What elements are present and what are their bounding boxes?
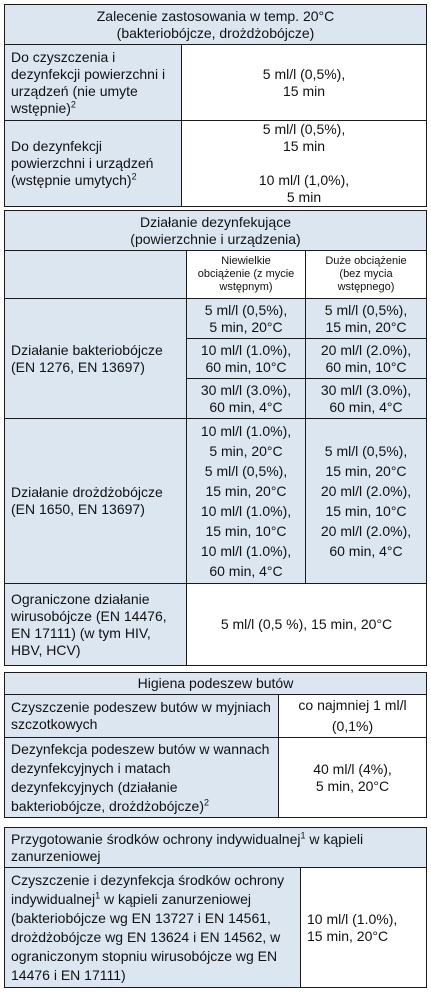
row-label: Czyszczenie i dezynfekcja środków ochrony indywidualnej$^1$ w kąpieli zanurzeniowej (bakteriobójcze wg EN 13727 i EN 14561, drożdżobójcze wg EN 13624 i EN 14562, w ograniczonym stopniu wirusobójcze wg EN 14476 i EN 17111) [5, 868, 301, 988]
bact-low-1: 5 ml/l (0,5%), 5 min, 20°C [187, 299, 306, 339]
column-header-low-load: Niewielkie obciążenie (z mycie wstępnym) [187, 251, 306, 299]
row-label: Czyszczenie podeszew butów w myjniach szczotkowych [5, 695, 279, 738]
yeast-low-load: 10 ml/l (1.0%), 5 min, 20°C 5 ml/l (0,5%), 15 min, 20°C 10 ml/l (1.0%), 15 min, 10°C 10 ml/l (1.0%), 60 min, 4°C [187, 419, 306, 584]
yeast-high-load: 5 ml/l (0,5%), 15 min, 20°C 20 ml/l (2.0%), 15 min, 10°C 20 ml/l (2.0%), 60 min, 4°C [306, 419, 427, 584]
bact-low-3: 30 ml/l (3.0%), 60 min, 4°C [187, 379, 306, 419]
yeasticidal-label: Działanie drożdżobójcze (EN 1650, EN 13697) [5, 419, 187, 584]
table-header [5, 5, 427, 45]
bact-high-3: 30 ml/l (3.0%), 60 min, 4°C [306, 379, 427, 419]
ppe-preparation-table [4, 827, 427, 988]
row-value: 5 ml/l (0,5%), 15 min [182, 45, 427, 121]
row-label: Do dezynfekcji powierzchni i urządzeń (wstępnie umytych)$^2$ [5, 121, 182, 207]
column-header-high-load: Duże obciążenie (bez mycia wstępnego) [306, 251, 427, 299]
row-value: 10 ml/l (1.0%), 15 min, 20°C [301, 868, 427, 988]
header-line: (bakteriobójcze, drożdżobójcze) [116, 24, 315, 41]
row-value: co najmniej 1 ml/l (0,1%) [279, 695, 427, 738]
table-header: Higiena podeszew butów [5, 673, 427, 695]
row-value: 5 ml/l (0,5%), 15 min 10 ml/l (1,0%), 5 min [182, 121, 427, 207]
bact-low-2: 10 ml/l (1.0%), 60 min, 10°C [187, 339, 306, 379]
header-line: Zalecenie zastosowania w temp. 20°C [96, 7, 335, 24]
application-recommendation-table [4, 4, 427, 207]
row-value: 40 ml/l (4%), 5 min, 20°C [279, 738, 427, 818]
virucidal-label: Ograniczone działanie wirusobójcze (EN 14476, EN 17111) (w tym HIV, HBV, HCV) [5, 584, 187, 666]
bact-high-2: 20 ml/l (2.0%), 60 min, 10°C [306, 339, 427, 379]
shoe-sole-hygiene-table [4, 672, 427, 818]
row-label: Do czyszczenia i dezynfekcji powierzchni i urządzeń (nie umyte wstępnie)$^2$ [5, 45, 182, 121]
bactericidal-label: Działanie bakteriobójcze (EN 1276, EN 13697) [5, 299, 187, 419]
table-header: Działanie dezynfekujące (powierzchnie i urządzenia) [5, 211, 427, 251]
table-header: Przygotowanie środków ochrony indywidualnej$^1$ w kąpieli zanurzeniowej [5, 828, 427, 868]
row-label: Dezynfekcja podeszew butów w wannach dezynfekcyjnych i matach dezynfekcyjnych (działanie bakteriobójcze, drożdżobójcze)$^2$ [5, 738, 279, 818]
bact-high-1: 5 ml/l (0,5%), 15 min, 20°C [306, 299, 427, 339]
disinfection-activity-table [4, 210, 427, 666]
empty-cell [5, 251, 187, 299]
virucidal-value: 5 ml/l (0,5 %), 15 min, 20°C [187, 584, 427, 666]
